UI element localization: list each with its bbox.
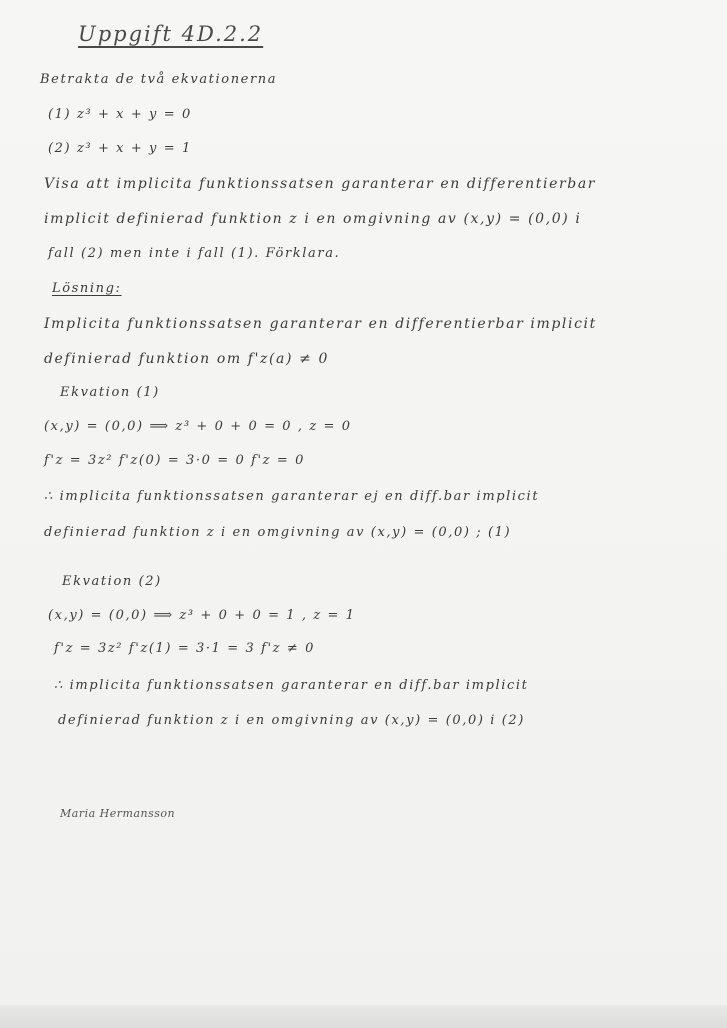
case-1-line-1: (x,y) = (0,0) ⟹ z³ + 0 + 0 = 0 , z = 0 <box>44 419 352 434</box>
task-line-2: implicit definierad funktion z i en omgivning av (x,y) = (0,0) i <box>44 211 582 227</box>
case-1-line-4: definierad funktion z i en omgivning av (x,y) = (0,0) ; (1) <box>44 525 512 540</box>
case-1-heading: Ekvation (1) <box>60 385 160 400</box>
intro-line: Betrakta de två ekvationerna <box>40 72 278 87</box>
case-1-line-3: ∴ implicita funktionssatsen garanterar ej en diff.bar implicit <box>44 489 540 504</box>
page-title: Uppgift 4D.2.2 <box>78 22 264 46</box>
solution-heading: Lösning: <box>52 281 122 296</box>
solution-line-1: Implicita funktionssatsen garanterar en differentierbar implicit <box>44 316 597 332</box>
scan-bottom-edge <box>0 1005 727 1028</box>
task-line-3: fall (2) men inte i fall (1). Förklara. <box>48 246 341 261</box>
signature: Maria Hermansson <box>60 807 176 820</box>
task-line-1: Visa att implicita funktionssatsen garanterar en differentierbar <box>44 176 597 192</box>
case-2-line-3: ∴ implicita funktionssatsen garanterar en diff.bar implicit <box>54 678 529 693</box>
case-2-heading: Ekvation (2) <box>62 574 162 589</box>
equation-1: (1) z³ + x + y = 0 <box>48 107 192 122</box>
case-2-line-1: (x,y) = (0,0) ⟹ z³ + 0 + 0 = 1 , z = 1 <box>48 608 356 623</box>
equation-2: (2) z³ + x + y = 1 <box>48 141 192 156</box>
case-2-line-4: definierad funktion z i en omgivning av (x,y) = (0,0) i (2) <box>58 713 525 728</box>
case-1-line-2: f'z = 3z² f'z(0) = 3·0 = 0 f'z = 0 <box>44 453 305 468</box>
case-2-line-2: f'z = 3z² f'z(1) = 3·1 = 3 f'z ≠ 0 <box>54 641 315 656</box>
solution-line-2: definierad funktion om f'z(a) ≠ 0 <box>44 351 330 367</box>
